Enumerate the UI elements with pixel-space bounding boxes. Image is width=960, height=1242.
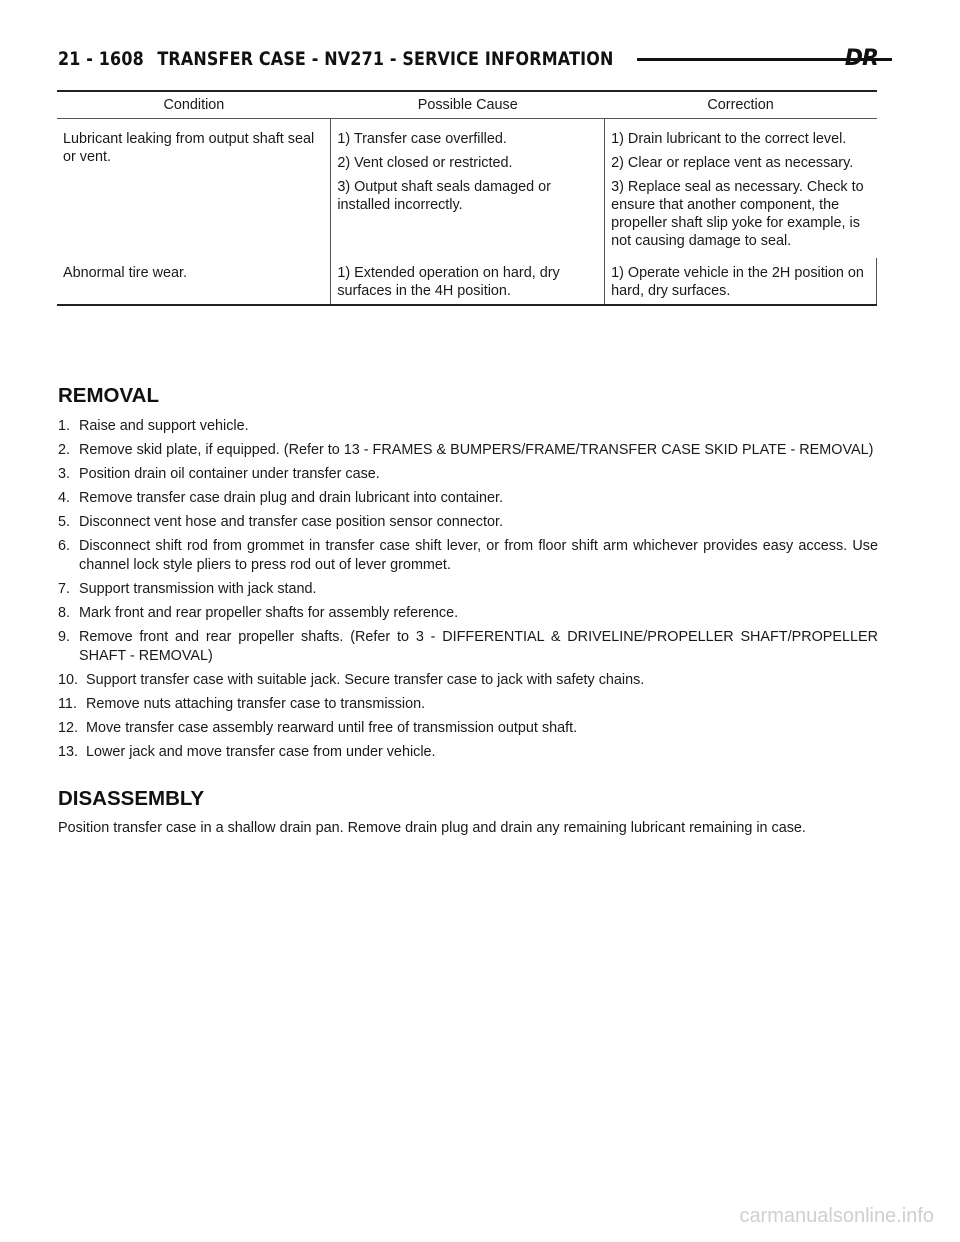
- step-number: 4.: [58, 490, 71, 506]
- condition-cell: Abnormal tire wear.: [57, 258, 331, 305]
- footer-watermark: carmanualsonline.info: [739, 1205, 934, 1227]
- step-number: 9.: [58, 629, 71, 645]
- disassembly-heading: DISASSEMBLY: [58, 787, 205, 810]
- step-number: 3.: [58, 466, 71, 482]
- step-number: 1.: [58, 418, 71, 434]
- step-text: Move transfer case assembly rearward until free of transmission output shaft.: [86, 720, 578, 736]
- list-item: [58, 465, 878, 484]
- list-item: [58, 719, 878, 738]
- column-header-condition: Condition: [57, 91, 331, 119]
- step-text: Remove transfer case drain plug and drain lubricant into container.: [79, 490, 503, 506]
- list-item: [58, 489, 878, 508]
- step-text: Support transfer case with suitable jack. Secure transfer case to jack with safety chains.: [86, 672, 645, 688]
- header-text: [58, 48, 614, 70]
- header-logo: DR: [844, 46, 878, 71]
- list-item: [58, 695, 878, 714]
- step-number: 5.: [58, 514, 71, 530]
- list-item: [58, 628, 878, 666]
- column-header-correction: Correction: [605, 91, 877, 119]
- step-text: Raise and support vehicle.: [79, 418, 249, 434]
- step-text: Lower jack and move transfer case from under vehicle.: [86, 744, 436, 760]
- column-header-cause: Possible Cause: [331, 91, 605, 119]
- removal-steps: [58, 417, 878, 767]
- step-number: 11.: [58, 696, 77, 712]
- step-text: Disconnect vent hose and transfer case position sensor connector.: [79, 514, 503, 530]
- list-item: [58, 417, 878, 436]
- list-item: [58, 604, 878, 623]
- step-number: 13.: [58, 744, 79, 760]
- cause-cell: 2) Vent closed or restricted.: [331, 148, 605, 172]
- list-item: [58, 743, 878, 762]
- cause-cell: 3) Output shaft seals damaged or installed incorrectly.: [331, 172, 605, 258]
- step-number: 12.: [58, 720, 79, 736]
- step-text: Mark front and rear propeller shafts for assembly reference.: [79, 605, 459, 621]
- list-item: [58, 513, 878, 532]
- list-item: [58, 537, 878, 575]
- correction-cell: 2) Clear or replace vent as necessary.: [605, 148, 877, 172]
- step-text: Position drain oil container under transfer case.: [79, 466, 380, 482]
- correction-cell: 1) Operate vehicle in the 2H position on hard, dry surfaces.: [605, 258, 877, 305]
- step-text: Disconnect shift rod from grommet in transfer case shift lever, or from floor shift arm whichever provides easy access. Use channel lock style pliers to press rod out of lever grommet.: [79, 538, 878, 573]
- list-item: [58, 441, 878, 460]
- list-item: [58, 671, 878, 690]
- diagnosis-table: [57, 90, 877, 306]
- step-text: Remove front and rear propeller shafts. (Refer to 3 - DIFFERENTIAL & DRIVELINE/PROPELLER SHAFT/PROPELLER SHAFT - REMOVAL): [79, 629, 878, 664]
- cause-cell: 1) Transfer case overfilled.: [331, 119, 605, 149]
- table-header-row: [57, 91, 877, 119]
- step-text: Remove nuts attaching transfer case to transmission.: [86, 696, 426, 712]
- table-row: [57, 119, 877, 149]
- table-row: [57, 258, 877, 305]
- step-number: 7.: [58, 581, 71, 597]
- header-title: TRANSFER CASE - NV271 - SERVICE INFORMATION: [157, 48, 614, 70]
- correction-cell: 3) Replace seal as necessary. Check to ensure that another component, the propeller shaft slip yoke for example, is not causing damage to seal.: [605, 172, 877, 258]
- condition-cell: Lubricant leaking from output shaft seal or vent.: [63, 131, 315, 165]
- step-number: 6.: [58, 538, 71, 554]
- correction-cell: 1) Drain lubricant to the correct level.: [605, 119, 877, 149]
- removal-heading: REMOVAL: [58, 384, 159, 407]
- list-item: [58, 580, 878, 599]
- step-text: Support transmission with jack stand.: [79, 581, 317, 597]
- disassembly-text: Position transfer case in a shallow drain pan. Remove drain plug and drain any remaining lubricant remaining in case.: [58, 820, 806, 836]
- page-header: [58, 44, 878, 74]
- step-text: Remove skid plate, if equipped. (Refer to 13 - FRAMES & BUMPERS/FRAME/TRANSFER CASE SKID PLATE - REMOVAL): [79, 442, 874, 458]
- step-number: 8.: [58, 605, 71, 621]
- step-number: 2.: [58, 442, 71, 458]
- page-number: 21 - 1608: [58, 48, 144, 70]
- step-number: 10.: [58, 672, 79, 688]
- cause-cell: 1) Extended operation on hard, dry surfaces in the 4H position.: [331, 258, 605, 305]
